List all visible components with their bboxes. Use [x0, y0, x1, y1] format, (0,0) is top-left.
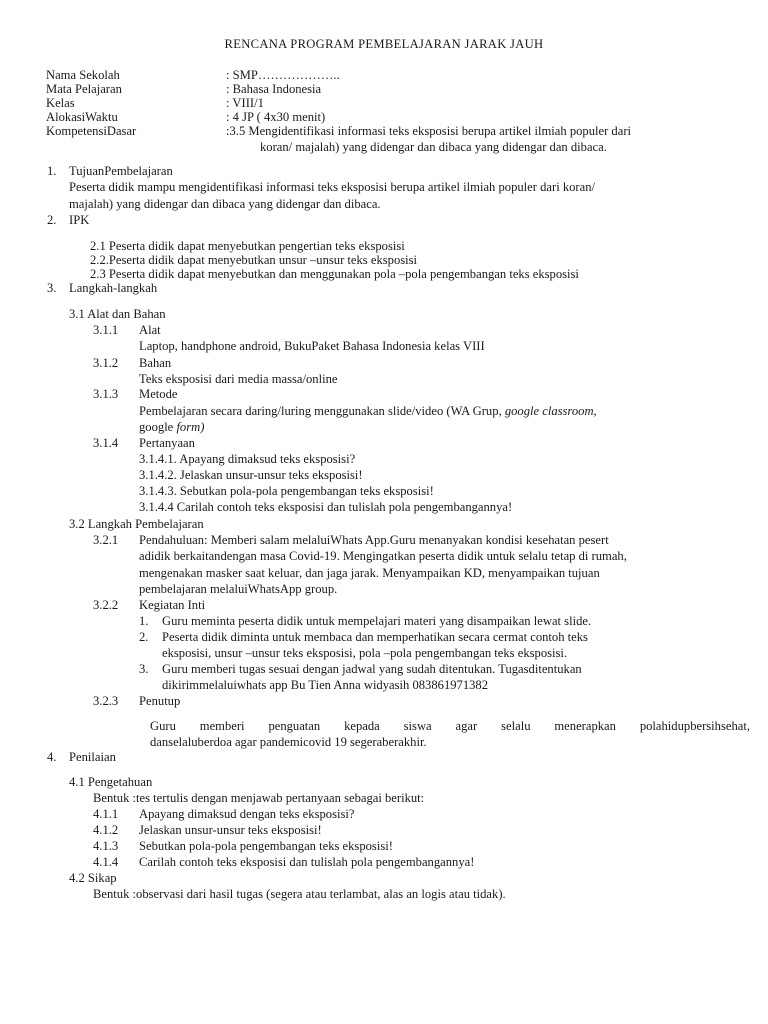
section-number-1: 1. [47, 164, 57, 178]
subitem-number: 3.2.1 [93, 533, 119, 547]
bahan-text: Teks eksposisi dari media massa/online [139, 372, 338, 386]
pendahuluan-text-3: mengenakan masker saat keluar, dan jaga jarak. Menyampaikan KD, menyampaikan tujuan [139, 566, 600, 580]
penilaian-item-number: 4.1.3 [93, 839, 119, 853]
subsection-heading-langkah-pembelajaran: 3.2 Langkah Pembelajaran [69, 517, 204, 531]
value-nama-sekolah: : SMP……………….. [226, 68, 340, 82]
subitem-heading-bahan: Bahan [139, 356, 172, 370]
subsection-heading-sikap: 4.2 Sikap [69, 871, 117, 885]
penutup-text-1: Guru memberi penguatan kepada siswa agar selalu menerapkan polahidupbersihsehat, [150, 719, 750, 733]
metode-text-2: google form) [139, 420, 205, 434]
alat-text: Laptop, handphone android, BukuPaket Bahasa Indonesia kelas VIII [139, 339, 485, 353]
section-number-2: 2. [47, 213, 57, 227]
pendahuluan-text-4: pembelajaran melaluiWhatsApp group. [139, 582, 338, 596]
inti-item-number: 2. [139, 630, 149, 644]
inti-item-text: Guru memberi tugas sesuai dengan jadwal yang sudah ditentukan. Tugasditentukan [162, 662, 582, 676]
subsection-heading-alat-bahan: 3.1 Alat dan Bahan [69, 307, 166, 321]
section-number-3: 3. [47, 281, 57, 295]
metode-text-1: Pembelajaran secara daring/luring menggunakan slide/video (WA Grup, google classroom, [139, 404, 597, 418]
subitem-heading-pertanyaan: Pertanyaan [139, 436, 195, 450]
value-mata-pelajaran: : Bahasa Indonesia [226, 82, 322, 96]
value-kelas: : VIII/1 [226, 96, 264, 110]
inti-item-number: 3. [139, 662, 149, 676]
label-kelas: Kelas [46, 96, 75, 110]
value-kompetensi-dasar-2: koran/ majalah) yang didengar dan dibaca yang didengar dan dibaca. [260, 140, 607, 154]
penilaian-item-text: Sebutkan pola-pola pengembangan teks eksposisi! [139, 839, 393, 853]
pengetahuan-bentuk: Bentuk :tes tertulis dengan menjawab pertanyaan sebagai berikut: [93, 791, 425, 805]
subitem-number: 3.1.3 [93, 387, 119, 401]
penilaian-item-text: Carilah contoh teks eksposisi dan tulislah pola pengembangannya! [139, 855, 475, 869]
inti-item-number: 1. [139, 614, 149, 628]
penilaian-item-text: Jelaskan unsur-unsur teks eksposisi! [139, 823, 322, 837]
penilaian-item-text: Apayang dimaksud dengan teks eksposisi? [139, 807, 355, 821]
ipk-item: 2.1 Peserta didik dapat menyebutkan pengertian teks eksposisi [90, 239, 405, 253]
pendahuluan-text-2: adidik berkaitandengan masa Covid-19. Mengingatkan peserta didik untuk selalu tetap di rumah, [139, 549, 627, 563]
penilaian-item-number: 4.1.1 [93, 807, 119, 821]
pendahuluan-text-1: Pendahuluan: Memberi salam melaluiWhats App.Guru menanyakan kondisi kesehatan pesert [139, 533, 609, 547]
section-heading-tujuan: TujuanPembelajaran [69, 164, 173, 178]
metode-italic-1: google classroom, [504, 404, 597, 418]
label-alokasi-waktu: AlokasiWaktu [46, 110, 118, 124]
subitem-heading-metode: Metode [139, 387, 178, 401]
inti-item-text: dikirimmelaluiwhats app Bu Tien Anna widyasih 083861971382 [162, 678, 489, 692]
pertanyaan-item: 3.1.4.2. Jelaskan unsur-unsur teks eksposisi! [139, 468, 363, 482]
subitem-number: 3.1.4 [93, 436, 119, 450]
subitem-number: 3.1.1 [93, 323, 119, 337]
inti-item-text: eksposisi, unsur –unsur teks eksposisi, pola –pola pengembangan teks eksposisi. [162, 646, 568, 660]
inti-item-text: Guru meminta peserta didik untuk mempelajari materi yang disampaikan lewat slide. [162, 614, 592, 628]
label-nama-sekolah: Nama Sekolah [46, 68, 120, 82]
tujuan-text-1: Peserta didik mampu mengidentifikasi informasi teks eksposisi berupa artikel ilmiah populer dari koran/ [69, 180, 596, 194]
penutup-text-2: danselaluberdoa agar pandemicovid 19 segeraberakhir. [150, 735, 427, 749]
label-kompetensi-dasar: KompetensiDasar [46, 124, 137, 138]
subsection-heading-pengetahuan: 4.1 Pengetahuan [69, 775, 153, 789]
label-mata-pelajaran: Mata Pelajaran [46, 82, 122, 96]
subitem-number: 3.2.2 [93, 598, 119, 612]
sikap-bentuk: Bentuk :observasi dari hasil tugas (segera atau terlambat, alas an logis atau tidak). [93, 887, 506, 901]
metode-italic-2: form) [176, 420, 205, 434]
ipk-item: 2.2.Peserta didik dapat menyebutkan unsur –unsur teks eksposisi [90, 253, 418, 267]
pertanyaan-item: 3.1.4.3. Sebutkan pola-pola pengembangan teks eksposisi! [139, 484, 434, 498]
ipk-item: 2.3 Peserta didik dapat menyebutkan dan menggunakan pola –pola pengembangan teks eksposisi [90, 267, 579, 281]
penilaian-item-number: 4.1.4 [93, 855, 119, 869]
pertanyaan-item: 3.1.4.1. Apayang dimaksud teks eksposisi? [139, 452, 356, 466]
penilaian-item-number: 4.1.2 [93, 823, 119, 837]
subitem-heading-alat: Alat [139, 323, 161, 337]
section-number-4: 4. [47, 750, 57, 764]
inti-item-text: Peserta didik diminta untuk membaca dan memperhatikan secara cermat contoh teks [162, 630, 588, 644]
section-heading-ipk: IPK [69, 213, 90, 227]
subitem-number: 3.1.2 [93, 356, 119, 370]
section-heading-langkah: Langkah-langkah [69, 281, 158, 295]
subitem-heading-penutup: Penutup [139, 694, 181, 708]
document-title: RENCANA PROGRAM PEMBELAJARAN JARAK JAUH [224, 37, 544, 51]
value-alokasi-waktu: : 4 JP ( 4x30 menit) [226, 110, 326, 124]
section-heading-penilaian: Penilaian [69, 750, 116, 764]
pertanyaan-item: 3.1.4.4 Carilah contoh teks eksposisi dan tulislah pola pengembangannya! [139, 500, 513, 514]
value-kompetensi-dasar-1: :3.5 Mengidentifikasi informasi teks eksposisi berupa artikel ilmiah populer dari [226, 124, 632, 138]
subitem-number: 3.2.3 [93, 694, 119, 708]
subitem-heading-kegiatan-inti: Kegiatan Inti [139, 598, 206, 612]
tujuan-text-2: majalah) yang didengar dan dibaca yang didengar dan dibaca. [69, 197, 381, 211]
